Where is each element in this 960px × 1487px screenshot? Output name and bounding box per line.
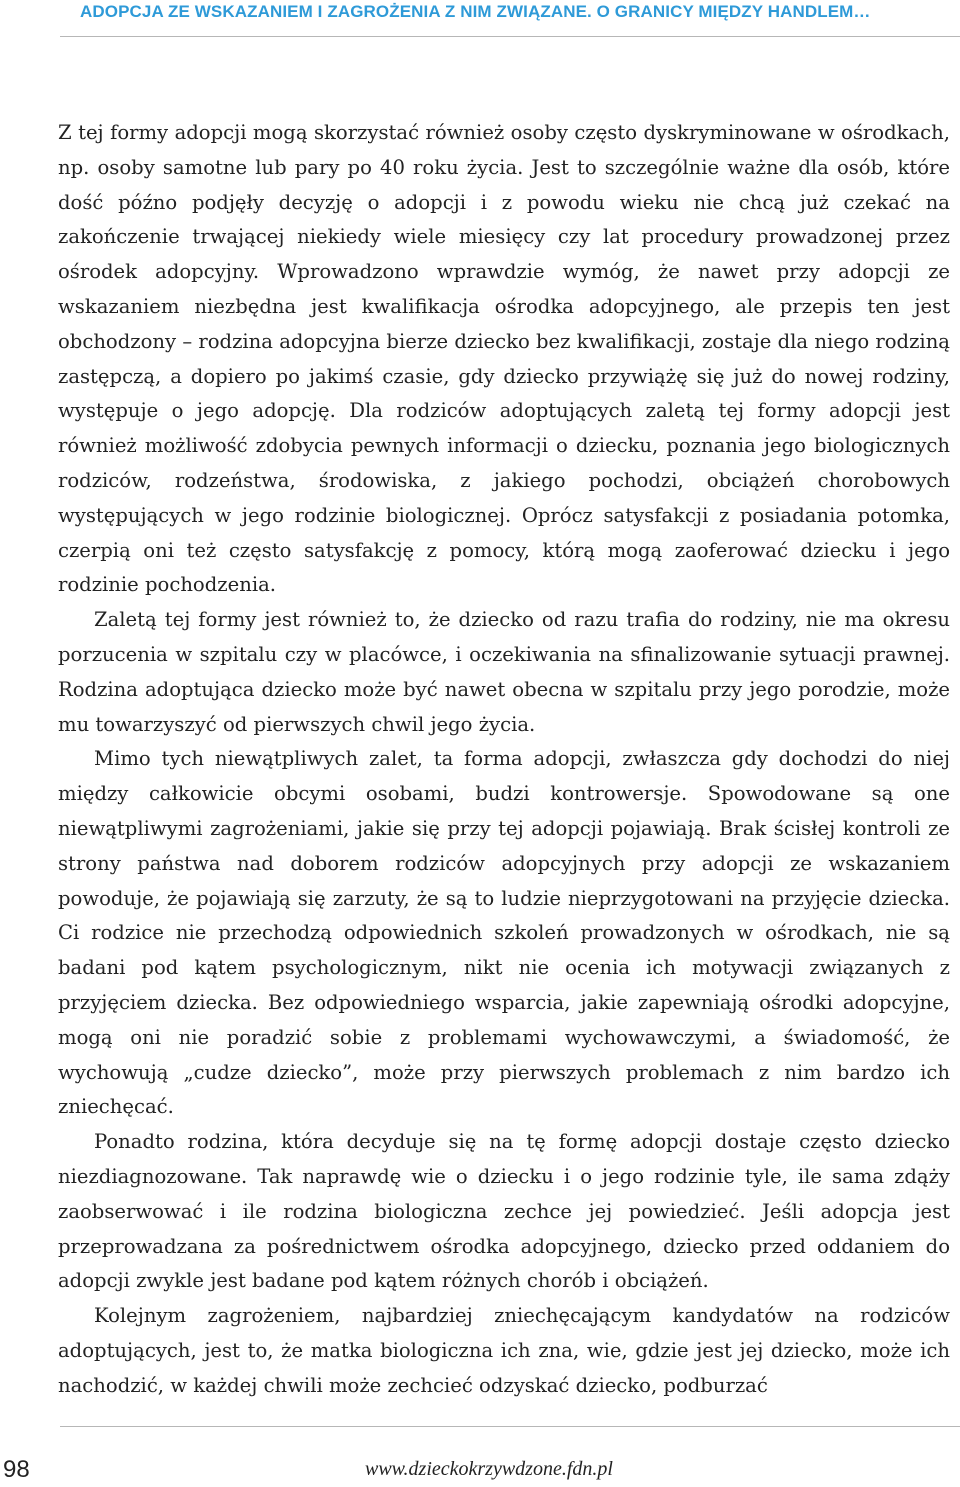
footer-divider bbox=[60, 1426, 960, 1427]
footer-url[interactable]: www.dzieckokrzywdzone.fdn.pl bbox=[365, 1458, 613, 1480]
header-divider bbox=[60, 36, 960, 37]
page-number: 98 bbox=[3, 1456, 30, 1483]
running-header: ADOPCJA ZE WSKAZANIEM I ZAGROŻENIA Z NIM ZWIĄZANE. O GRANICY MIĘDZY HANDLEM… bbox=[80, 2, 871, 21]
body-text bbox=[58, 116, 950, 1403]
paragraph: Kolejnym zagrożeniem, najbardziej zniechęcającym kandydatów na rodziców adoptujących, jest to, że matka biologiczna ich zna, wie, gdzie jest jej dziecko, może ich nachodzić, w każdej chwili może zechcieć odzyskać dziecko, podburzać bbox=[58, 1304, 950, 1397]
paragraph: Zaletą tej formy jest również to, że dziecko od razu trafia do rodziny, nie ma okresu porzucenia w szpitalu czy w placówce, i oczekiwania na sfinalizowanie sytuacji prawnej. Rodzina adoptująca dziecko może być nawet obecna w szpitalu przy jego porodzie, może mu towarzyszyć od pierwszych chwil jego życia. bbox=[58, 608, 950, 736]
paragraph: Ponadto rodzina, która decyduje się na tę formę adopcji dostaje często dziecko niezdiagnozowane. Tak naprawdę wie o dziecku i o jego rodzinie tyle, ile sama zdąży zaobserwować i ile rodzina biologiczna zechce jej powiedzieć. Jeśli adopcja jest przeprowadzana za pośrednictwem ośrodka adopcyjnego, dziecko przed oddaniem do adopcji zwykle jest badane pod kątem różnych chorób i obciążeń. bbox=[58, 1130, 950, 1293]
paragraph: Mimo tych niewątpliwych zalet, ta forma adopcji, zwłaszcza gdy dochodzi do niej między całkowicie obcymi osobami, budzi kontrowersje. Spowodowane są one niewątpliwymi zagrożeniami, jakie się przy tej adopcji pojawiają. Brak ścisłej kontroli ze strony państwa nad doborem rodziców adopcyjnych przy adopcji ze wskazaniem powoduje, że pojawiają się zarzuty, że są to ludzie nieprzygotowani na przyjęcie dziecka. Ci rodzice nie przechodzą odpowiednich szkoleń prowadzonych w ośrodkach, nie są badani pod kątem psychologicznym, nikt nie ocenia ich motywacji związanych z przyjęciem dziecka. Bez odpowiedniego wsparcia, jakie zapewniają ośrodki adopcyjne, mogą oni nie poradzić sobie z problemami wychowawczymi, a świadomość, że wychowują „cudze dziecko”, może przy pierwszych problemach z nim bardzo ich zniechęcać. bbox=[58, 747, 950, 1119]
paragraph: Z tej formy adopcji mogą skorzystać również osoby często dyskryminowane w ośrodkach, np. osoby samotne lub pary po 40 roku życia. Jest to szczególnie ważne dla osób, które dość późno podjęły decyzję o adopcji i z powodu wieku nie chcą już czekać na zakończenie trwającej niekiedy wiele miesięcy czy lat procedury prowadzonej przez ośrodek adopcyjny. Wprowadzono wprawdzie wymóg, że nawet przy adopcji ze wskazaniem niezbędna jest kwalifikacja ośrodka adopcyjnego, ale przepis ten jest obchodzony – rodzina adopcyjna bierze dziecko bez kwalifikacji, zostaje dla niego rodziną zastępczą, a dopiero po jakimś czasie, gdy dziecko przywiążę się już do nowej rodziny, występuje o jego adopcję. Dla rodziców adoptujących zaletą tej formy adopcji jest również możliwość zdobycia pewnych informacji o dziecku, poznania jego biologicznych rodziców, rodzeństwa, środowiska, z jakiego pochodzi, obciążeń chorobowych występujących w jego rodzinie biologicznej. Oprócz satysfakcji z posiadania potomka, czerpią oni też często satysfakcję z pomocy, którą mogą zaoferować dziecku i jego rodzinie pochodzenia. bbox=[58, 121, 950, 597]
